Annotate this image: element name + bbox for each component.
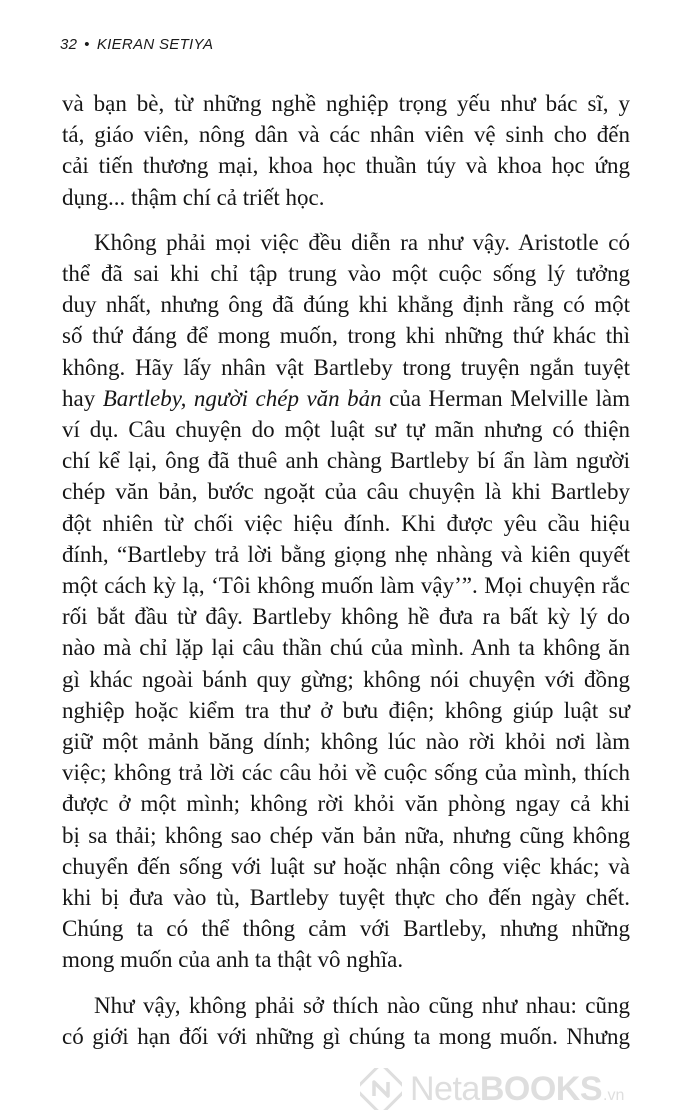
page-number: 32 [60,36,78,53]
paragraph-3 [62,990,630,1052]
text-line: không. Hãy lấy nhân vật Bartleby trong truyện ngắn tuyệt [62,354,630,380]
text-line: đính, “Bartleby trả lời bằng giọng nhẹ nhàng và kiên quyết [62,541,630,567]
text-line: chép văn bản, bước ngoặt của câu chuyện là khi Bartleby [62,479,630,505]
text-line: gì khác ngoài bánh quy gừng; không nói chuyện với đồng [62,666,630,692]
text-line: ví dụ. Câu chuyện do một luật sư tự mãn nhưng có thiện [62,417,630,443]
text-line: rối bắt đầu từ đây. Bartleby không hề đưa ra bất kỳ lý do [62,604,630,630]
netabooks-logo-icon [360,1068,402,1110]
text-line: có giới hạn đối với những gì chúng ta mong muốn. Nhưng [62,1023,630,1049]
text-fragment: hay [62,385,103,411]
text-line: việc; không trả lời các câu hỏi về cuộc sống của mình, thích [62,760,630,786]
paragraph-1 [62,88,630,213]
text-line: duy nhất, nhưng ông đã đúng khi khẳng định rằng có một [62,292,630,318]
text-line: nghiệp hoặc kiểm tra thư ở bưu điện; không giúp luật sư [62,697,630,723]
text-line: giữ một mảnh băng dính; không lúc nào rời khỏi nơi làm [62,729,630,755]
text-line: mong muốn của anh ta thật vô nghĩa. [62,947,404,973]
text-line: Như vậy, không phải sở thích nào cũng như nhau: cũng [94,992,630,1018]
text-line: thể đã sai khi chỉ tập trung vào một cuộc sống lý tưởng [62,261,630,287]
body-text [62,88,630,1052]
text-line: được ở một mình; không rời khỏi văn phòng ngay cả khi [62,791,630,817]
text-line: và bạn bè, từ những nghề nghiệp trọng yếu như bác sĩ, y [62,91,630,116]
header-separator: • [84,36,90,53]
text-line: nào mà chỉ lặp lại câu thần chú của mình. Anh ta không ăn [62,635,630,661]
netabooks-watermark [360,1068,624,1110]
watermark-brand-light: Neta [410,1069,480,1108]
author-name: KIERAN SETIYA [96,36,214,53]
text-line: một cách kỳ lạ, ‘Tôi không muốn làm vậy’”. Mọi chuyện rắc [62,573,630,599]
text-line: Chúng ta có thể thông cảm với Bartleby, nhưng những [62,916,630,942]
text-line: cải tiến thương mại, khoa học thuần túy và khoa học ứng [62,153,630,179]
running-header [60,36,213,53]
text-line: chí kể lại, ông đã thuê anh chàng Bartleby bí ẩn làm người [62,448,630,474]
text-line: chuyển đến sống với luật sư hoặc nhận công việc khác; và [62,853,630,879]
text-line: tá, giáo viên, nông dân và các nhân viên vệ sinh cho đến [62,122,630,148]
text-line: dụng... thậm chí cả triết học. [62,184,325,210]
watermark-brand-bold: BOOKS [479,1069,603,1108]
text-line-with-title [62,383,630,414]
text-line: khi bị đưa vào tù, Bartleby tuyệt thực cho đến ngày chết. [62,885,630,911]
paragraph-2 [62,227,630,976]
watermark-domain: .vn [603,1086,625,1104]
text-line: Không phải mọi việc đều diễn ra như vậy. Aristotle có [94,229,630,255]
story-title: Bartleby, người chép văn bản [102,385,382,411]
text-fragment: của Herman Melville làm [381,385,630,411]
watermark-text [410,1070,624,1109]
text-line: bị sa thải; không sao chép văn bản nữa, nhưng cũng không [62,822,630,848]
text-line: số thứ đáng để mong muốn, trong khi những thứ khác thì [62,323,630,349]
text-line: đột nhiên từ chối việc hiệu đính. Khi được yêu cầu hiệu [62,510,630,536]
